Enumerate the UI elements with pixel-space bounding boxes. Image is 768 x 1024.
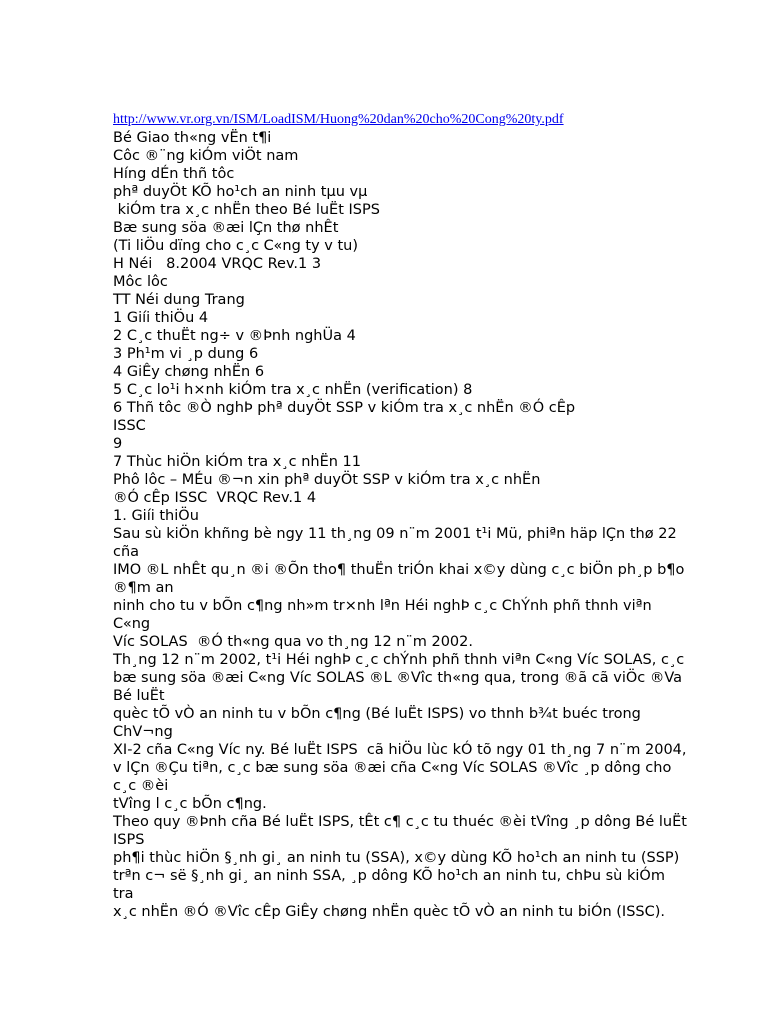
document-line: ISPS (113, 832, 145, 848)
document-line: 1. Giíi thiÖu (113, 508, 199, 524)
document-line: ISSC (113, 418, 146, 434)
document-line: Híng dÉn thñ tôc (113, 166, 235, 182)
document-line: ChV¬ng (113, 724, 173, 740)
document-line: Bé luËt (113, 688, 165, 704)
document-line: ninh cho tu v bÕn c¶ng nh»m tr×nh lªn Héi nghÞ c¸c ChÝnh phñ thnh viªn (113, 598, 652, 614)
document-line: TT Néi dung Trang (113, 292, 245, 308)
document-line: bæ sung söa ®æi C«ng Víc SOLAS ®L ®Vîc th«ng qua, trong ®ã cã viÖc ®Va (113, 670, 683, 686)
document-line: XI-2 cña C«ng Víc ny. Bé luËt ISPS cã hiÖu lùc kÓ tõ ngy 01 th¸ng 7 n¨m 2004, (113, 742, 687, 758)
document-line: 6 Thñ tôc ®Ò nghÞ phª duyÖt SSP v kiÓm tra x¸c nhËn ®Ó cÊp (113, 400, 576, 416)
document-line: ph¶i thùc hiÖn §¸nh gi¸ an ninh tu (SSA), x©y dùng KÕ ho¹ch an ninh tu (SSP) (113, 850, 680, 866)
document-line: phª duyÖt KÕ ho¹ch an ninh tµu vµ (113, 184, 368, 200)
document-line: IMO ®L nhÊt qu¸n ®i ®Õn tho¶ thuËn triÓn khai x©y dùng c¸c biÖn ph¸p b¶o (113, 562, 685, 578)
document-line: ®¶m an (113, 580, 174, 596)
document-line: 1 Giíi thiÖu 4 (113, 310, 209, 326)
document-line: ®Ó cÊp ISSC VRQC Rev.1 4 (113, 490, 317, 506)
document-line: Sau sù kiÖn khñng bè ngy 11 th¸ng 09 n¨m 2001 t¹i Mü, phiªn häp lÇn thø 22 (113, 526, 677, 542)
document-line: Môc lôc (113, 274, 168, 290)
document-line: Phô lôc – MÉu ®¬n xin phª duyÖt SSP v kiÓm tra x¸c nhËn (113, 472, 541, 488)
source-url-link[interactable]: http://www.vr.org.vn/ISM/LoadISM/Huong%20dan%20cho%20Cong%20ty.pdf (113, 112, 564, 127)
document-line: H Néi 8.2004 VRQC Rev.1 3 (113, 256, 322, 272)
document-line: Bæ sung söa ®æi lÇn thø nhÊt (113, 220, 339, 236)
document-line: tVîng l c¸c bÕn c¶ng. (113, 796, 267, 812)
document-line: C«ng (113, 616, 151, 632)
document-line: 4 GiÊy chøng nhËn 6 (113, 364, 265, 380)
document-line: kiÓm tra x¸c nhËn theo Bé luËt ISPS (113, 202, 380, 218)
document-line: cña (113, 544, 140, 560)
document-line: v lÇn ®Çu tiªn, c¸c bæ sung söa ®æi cña C«ng Víc SOLAS ®Vîc ¸p dông cho (113, 760, 672, 776)
document-body (113, 129, 718, 921)
document-line: 2 C¸c thuËt ng÷ v ®Þnh nghÜa 4 (113, 328, 356, 344)
document-line: c¸c ®èi (113, 778, 169, 794)
document-line: 3 Ph¹m vi ¸p dung 6 (113, 346, 259, 362)
document-line: (Ti liÖu dïng cho c¸c C«ng ty v tu) (113, 238, 358, 254)
document-line: 7 Thùc hiÖn kiÓm tra x¸c nhËn 11 (113, 454, 362, 470)
document-line: trªn c¬ së §¸nh gi¸ an ninh SSA, ¸p dông KÕ ho¹ch an ninh tu, chÞu sù kiÓm (113, 868, 665, 884)
document-line: 9 (113, 436, 123, 452)
document-line: Bé Giao th«ng vËn t¶i (113, 130, 272, 146)
document-line: Côc ®¨ng kiÓm viÖt nam (113, 148, 299, 164)
document-line: Th¸ng 12 n¨m 2002, t¹i Héi nghÞ c¸c chÝnh phñ thnh viªn C«ng Víc SOLAS, c¸c (113, 652, 685, 668)
document-line: Theo quy ®Þnh cña Bé luËt ISPS, tÊt c¶ c¸c tu thuéc ®èi tVîng ¸p dông Bé luËt (113, 814, 687, 830)
document-line: 5 C¸c lo¹i h×nh kiÓm tra x¸c nhËn (verification) 8 (113, 382, 473, 398)
document-line: Víc SOLAS ®Ó th«ng qua vo th¸ng 12 n¨m 2002. (113, 634, 473, 650)
document-line: quèc tÕ vÒ an ninh tu v bÕn c¶ng (Bé luËt ISPS) vo thnh b¾t buéc trong (113, 706, 641, 722)
document-line: tra (113, 886, 134, 902)
document-line: x¸c nhËn ®Ó ®Vîc cÊp GiÊy chøng nhËn quèc tÕ vÒ an ninh tu biÓn (ISSC). (113, 904, 666, 920)
document-page (113, 111, 718, 921)
